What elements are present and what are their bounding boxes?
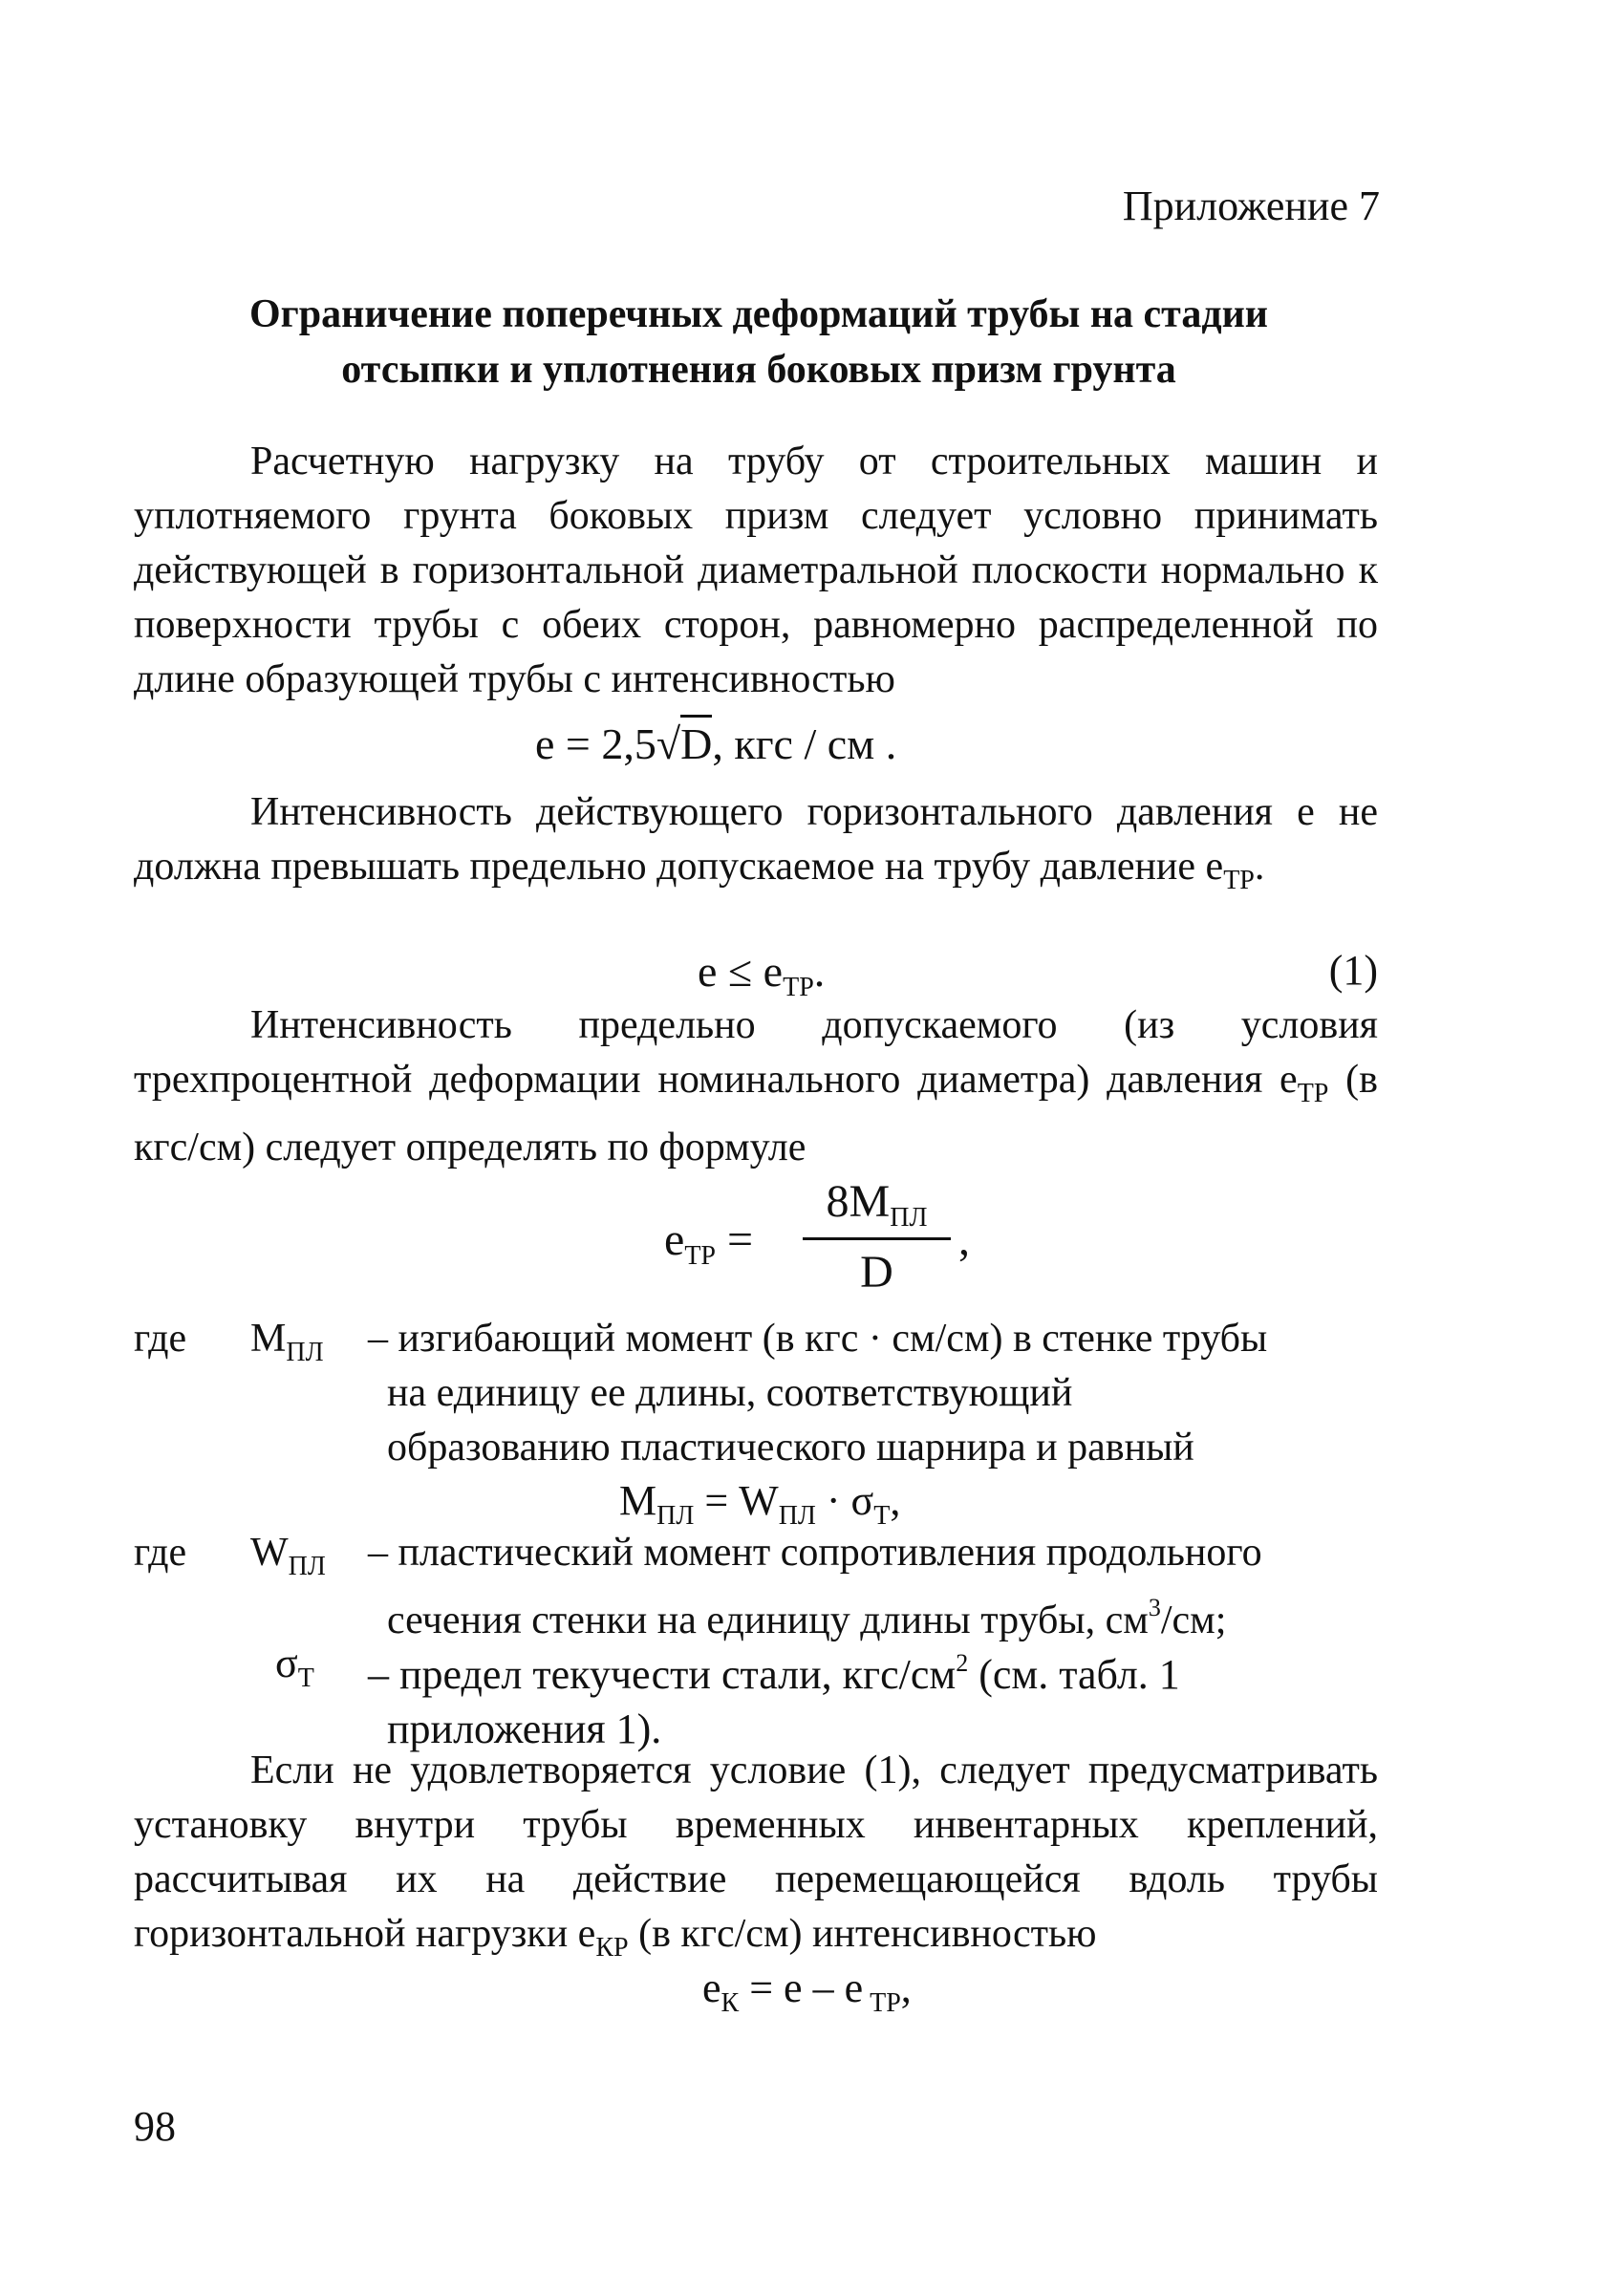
definition-symbol-sigma: $\sigma_Т$: [275, 1640, 314, 1693]
definition-wpl: – пластический момент сопротивления продольного сечения стенки на единицу длины трубы, $см^3/см$;: [368, 1531, 1262, 1642]
title-line-2: отсыпки и уплотнения боковых призм грунта: [341, 348, 1176, 392]
title-line-1: Ограничение поперечных деформаций трубы на стадии: [249, 292, 1268, 336]
paragraph-1: [134, 435, 1378, 707]
page-number: 98: [134, 2103, 176, 2150]
page-title: [143, 287, 1374, 397]
formula-ek: $е_К = е - е$ $_{ТР}$,: [702, 1964, 912, 2018]
sqrt-icon: √: [656, 719, 681, 768]
formula-intensity: е = 2,5√D, кгс / см .: [535, 719, 896, 769]
equation-number: (1): [1328, 947, 1378, 994]
formula-condition: $е \le е_{ТР}$.: [698, 947, 826, 1002]
document-page: Приложение 7 Ограничение поперечных деформаций трубы на стадии отсыпки и уплотнения боковых призм грунта Расчетную нагрузку на трубу от строительных машин и уплотняемого грунта боковых призм следует условно принимать действующей в горизонтальной диаметральной плоскости нормально к поверхности трубы с обеих сторон, равномерно распределенной по длине образующей трубы с интенсивностью е = 2,5√D, кгс / см . Интенсивность действующего горизонтального давления е не должна превышать предельно допускаемое на трубу давление $е_{ТР}$. $е \le е_{ТР}$. (1) Интенсивность предельно допускаемого (из условия трехпроцентной деформации номинального диаметра) давления $е_{ТР}$ (в кгс/см) следует определять по формуле $е_{ТР}$ = $8M_{ПЛ}$ D , где $M_{ПЛ}$ – изгибающий момент (в кгс · см/см) в стенке трубы на единицу ее длины, соответствующий образованию пластического шарнира и равный $M_{ПЛ} = W_{ПЛ} \cdot \sigma_Т$, где $W_{ПЛ}$ – пластический момент сопротивления продольного сечения стенки на единицу длины трубы, $см^3/см$; $\sigma_Т$ – предел текучести стали, кгс/$см^2$ (см. табл. 1 приложения 1). Если не удовлетворяется условие (1), следует предусматривать установку внутри трубы временных инвентарных креплений, рассчитывая их на действие перемещающейся вдоль трубы горизонтальной нагрузки $е_{КР}$ (в кгс/см) интенсивностью $е_К = е - е$ $_{ТР}$, 98: [134, 182, 1380, 2150]
definition-mpl: – изгибающий момент (в кгс · см/см) в стенке трубы на единицу ее длины, соответствующий образованию пластического шарнира и равный: [368, 1317, 1268, 1470]
where-label-1: где: [134, 1317, 187, 1361]
paragraph-3: Интенсивность предельно допускаемого (из условия трехпроцентной деформации номинального диаметра) давления $е_{ТР}$ (в кгс/см) следует определять по формуле: [134, 1003, 1378, 1169]
definition-symbol-mpl: $M_{ПЛ}$: [250, 1317, 324, 1367]
where-label-2: где: [134, 1531, 187, 1575]
appendix-label: Приложение 7: [1122, 182, 1380, 229]
formula-mpl: $M_{ПЛ} = W_{ПЛ} \cdot \sigma_Т$,: [619, 1477, 901, 1531]
definition-sigma: – предел текучести стали, кгс/$см^2$ (см. табл. 1 приложения 1).: [368, 1649, 1180, 1752]
paragraph-4: Если не удовлетворяется условие (1), следует предусматривать установку внутри трубы временных инвентарных креплений, рассчитывая их на действие перемещающейся вдоль трубы горизонтальной нагрузки $е_{КР}$ (в кгс/см) интенсивностью: [134, 1749, 1378, 1963]
paragraph-2: Интенсивность действующего горизонтального давления е не должна превышать предельно допускаемое на трубу давление $е_{ТР}$.: [134, 790, 1378, 895]
paragraph-1-text: Расчетную нагрузку на трубу от строительных машин и уплотняемого грунта боковых призм следует условно принимать действующей в горизонтальной диаметральной плоскости нормально к поверхности трубы с обеих сторон, равномерно распределенной по длине образующей трубы с интенсивностью: [134, 440, 1378, 701]
fraction-bar: [803, 1237, 951, 1240]
definition-symbol-wpl: $W_{ПЛ}$: [250, 1531, 326, 1581]
